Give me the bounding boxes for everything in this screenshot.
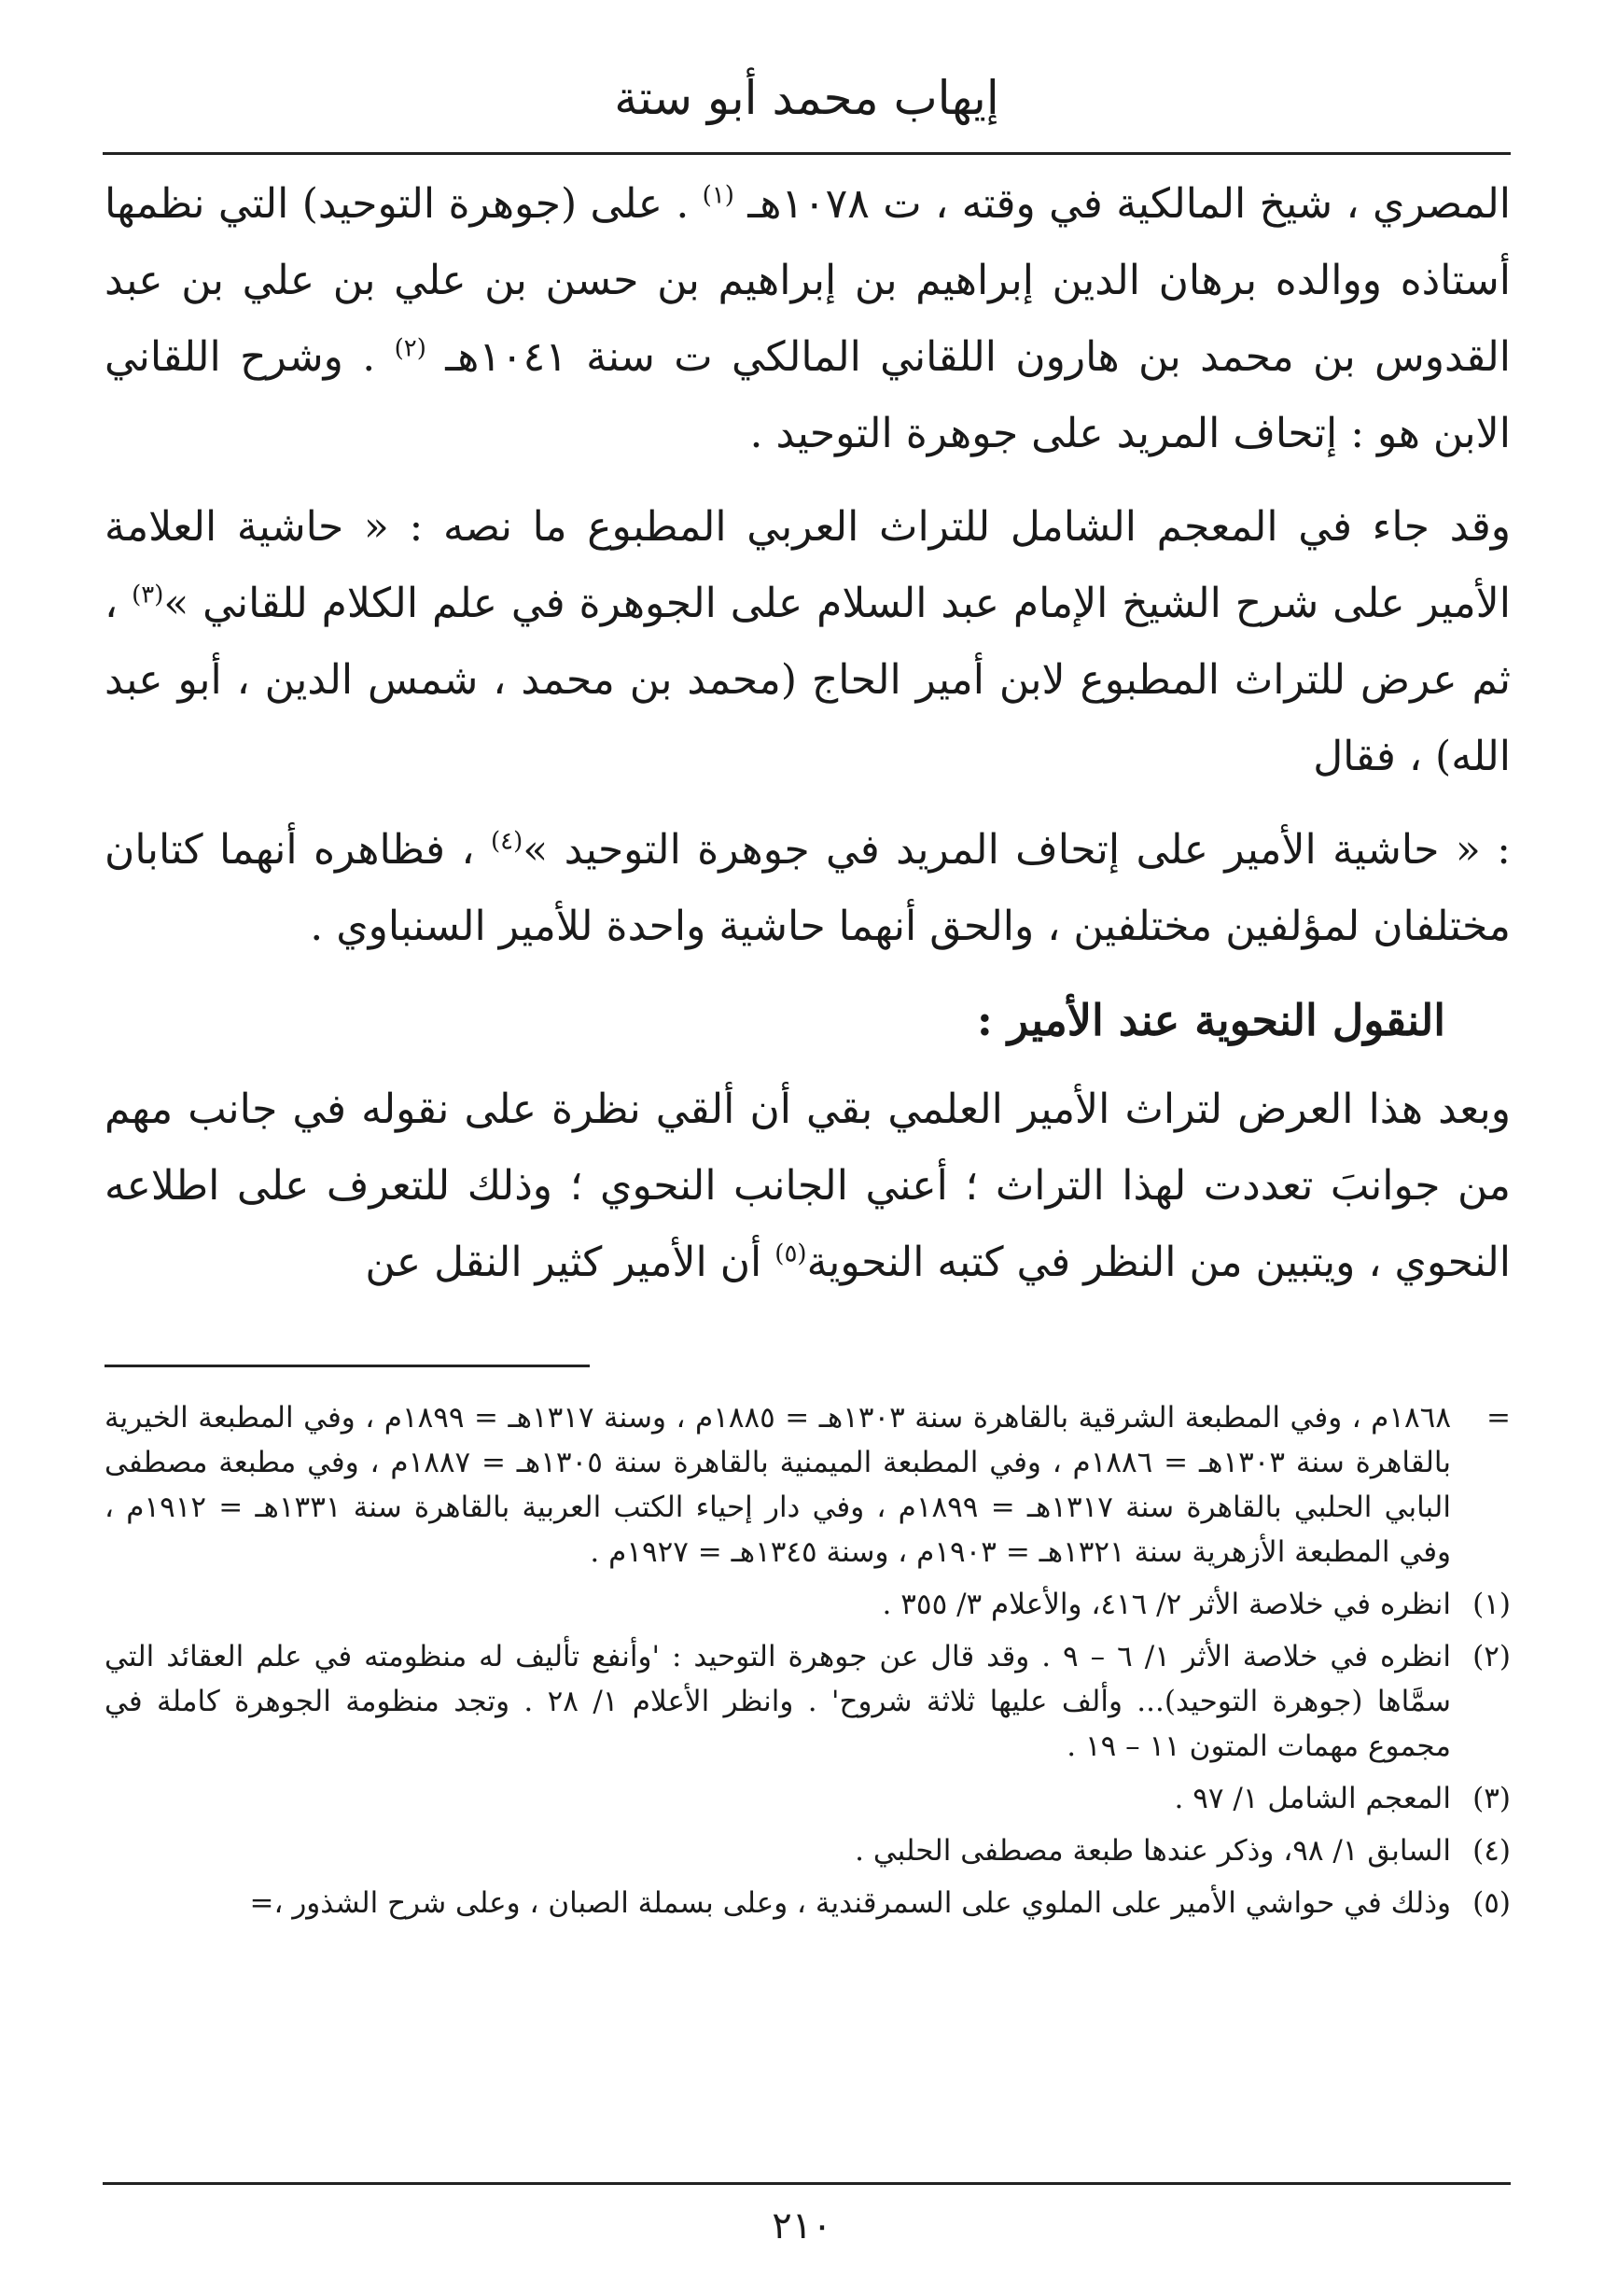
footnote-number: (١) (1472, 1588, 1511, 1621)
running-head-author: إيهاب محمد أبو ستة (614, 71, 999, 125)
footnote-2 (105, 1634, 1511, 1769)
footnote-number: (٢) (1472, 1640, 1511, 1673)
footnote-text: وذلك في حواشي الأمير على الملوي على السمرقندية ، وعلى بسملة الصبان ، وعلى شرح الشذور ،= (249, 1886, 1451, 1920)
main-text (105, 166, 1511, 1318)
footnote-separator (105, 1365, 590, 1367)
footnote-ref-4[interactable]: (٤) (491, 827, 523, 856)
paragraph-1: المصري ، شيخ المالكية في وقته ، ت ١٠٧٨هـ $^{(١)}$ . على (جوهرة التوحيد) التي نظمها أستاذه ووالده برهان الدين إبراهيم بن إبراهيم بن حسن بن علي بن علي بن عبد القدوس بن محمد بن هارون اللقاني المالكي ت سنة ١٠٤١هـ $^{(٢)}$ . وشرح اللقاني الابن هو : إتحاف المريد على جوهرة التوحيد . (105, 180, 1511, 457)
footnote-text: ١٨٦٨م ، وفي المطبعة الشرقية بالقاهرة سنة ١٣٠٣هـ = ١٨٨٥م ، وسنة ١٣١٧هـ = ١٨٩٩م ، وفي المطبعة الخيرية بالقاهرة سنة ١٣٠٣هـ = ١٨٨٦م ، وفي المطبعة الميمنية بالقاهرة سنة ١٣٠٥هـ = ١٨٨٧م ، وفي مطبعة مصطفى البابي الحلبي بالقاهرة سنة ١٣١٧هـ = ١٨٩٩م ، وفي دار إحياء الكتب العربية بالقاهرة سنة ١٣٣١هـ = ١٩١٢م ، وفي المطبعة الأزهرية سنة ١٣٢١هـ = ١٩٠٣م ، وسنة ١٣٤٥هـ = ١٩٢٧م . (105, 1401, 1451, 1569)
footnote-text: انظره في خلاصة الأثر ١/ ٦ – ٩ . وقد قال عن جوهرة التوحيد : 'وأنفع تأليف له منظومته في علم العقائد التي سمَّاها (جوهرة التوحيد)... وألف عليها ثلاثة شروح' . وانظر الأعلام ١/ ٢٨ . وتجد منظومة الجوهرة كاملة في مجموع مهمات المتون ١١ – ١٩ . (105, 1640, 1452, 1763)
footnote-ref-3[interactable]: (٣) (132, 581, 164, 609)
footnote-4 (105, 1828, 1511, 1873)
footnotes (105, 1395, 1511, 1933)
footnote-number: (٥) (1472, 1886, 1511, 1920)
footnote-ref-2[interactable]: (٢) (394, 334, 426, 363)
footnote-1 (105, 1582, 1511, 1627)
footnote-ref-5[interactable]: (٥) (774, 1239, 807, 1268)
footnote-marker: = (1486, 1401, 1511, 1435)
footnote-text: السابق ١/ ٩٨، وذكر عندها طبعة مصطفى الحلبي . (855, 1834, 1451, 1868)
footnote-text: المعجم الشامل ١/ ٩٧ . (1174, 1782, 1451, 1815)
footnote-number: (٣) (1472, 1782, 1511, 1815)
paragraph-2: وقد جاء في المعجم الشامل للتراث العربي المطبوع ما نصه : « حاشية العلامة الأمير على شرح الشيخ الإمام عبد السلام على الجوهرة في علم الكلام للقاني »$^{(٣)}$ ، ثم عرض للتراث المطبوع لابن أمير الحاج (محمد بن محمد ، شمس الدين ، أبو عبد الله) ، فقال (105, 503, 1511, 780)
footnote-number: (٤) (1472, 1834, 1511, 1868)
footnote-3 (105, 1776, 1511, 1821)
section-heading: النقول النحوية عند الأمير : (976, 995, 1445, 1045)
header-divider (103, 152, 1511, 155)
paragraph-4: وبعد هذا العرض لتراث الأمير العلمي بقي أن ألقي نظرة على نقوله في جانب مهم من جوانبَ تعددت لهذا التراث ؛ أعني الجانب النحوي ؛ وذلك للتعرف على اطلاعه النحوي ، ويتبين من النظر في كتبه النحوية$^{(٥)}$ أن الأمير كثير النقل عن (105, 1085, 1511, 1286)
footnote-continued (105, 1395, 1511, 1575)
footer-divider (103, 2182, 1511, 2185)
paragraph-3: : « حاشية الأمير على إتحاف المريد في جوهرة التوحيد »$^{(٤)}$ ، فظاهره أنهما كتابان مختلفان لمؤلفين مختلفين ، والحق أنهما حاشية واحدة للأمير السنباوي . (105, 826, 1512, 950)
footnote-ref-1[interactable]: (١) (702, 181, 734, 210)
footnote-5 (105, 1881, 1511, 1925)
footnote-text: انظره في خلاصة الأثر ٢/ ٤١٦، والأعلام ٣/ ٣٥٥ . (882, 1588, 1451, 1621)
page-number: ٢١٠ (772, 2205, 832, 2247)
